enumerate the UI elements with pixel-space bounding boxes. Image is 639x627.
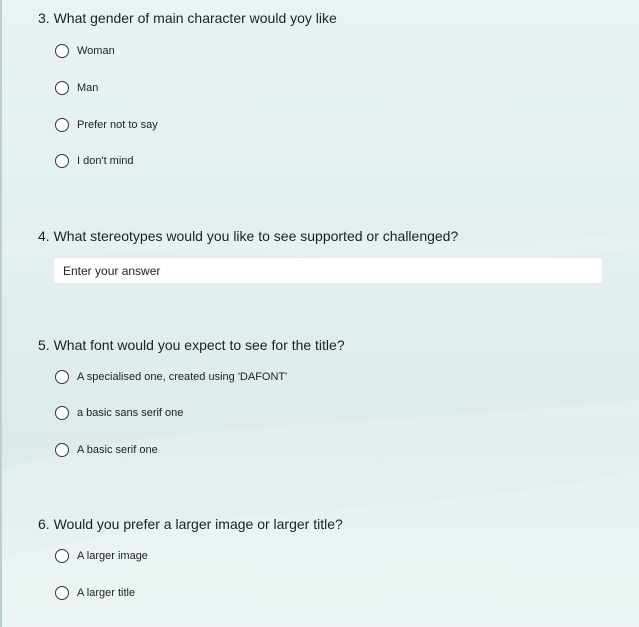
question-3-title: 3. What gender of main character would yoy like (38, 10, 337, 26)
radio-button[interactable] (55, 443, 69, 457)
option-woman[interactable] (55, 42, 115, 60)
radio-button[interactable] (55, 154, 69, 168)
radio-button[interactable] (55, 549, 69, 563)
radio-button[interactable] (55, 118, 69, 132)
option-i-dont-mind[interactable] (55, 152, 134, 170)
option-specialised-dafont[interactable] (55, 368, 287, 386)
radio-button[interactable] (55, 586, 69, 600)
question-6-title: 6. Would you prefer a larger image or larger title? (38, 516, 343, 532)
option-label: Man (77, 82, 99, 94)
left-border (0, 0, 2, 627)
option-label: a basic sans serif one (77, 407, 184, 419)
option-larger-title[interactable] (55, 584, 135, 602)
question-5-title: 5. What font would you expect to see for the title? (38, 337, 345, 353)
option-label: A larger title (77, 587, 136, 599)
option-label: Woman (77, 45, 115, 57)
option-label: Prefer not to say (77, 119, 158, 131)
radio-button[interactable] (55, 44, 69, 58)
option-label: A larger image (77, 550, 148, 562)
option-larger-image[interactable] (55, 547, 148, 565)
radio-button[interactable] (55, 81, 69, 95)
option-basic-sans-serif[interactable] (55, 404, 183, 422)
option-basic-serif[interactable] (55, 441, 158, 459)
radio-button[interactable] (55, 370, 69, 384)
option-label: A specialised one, created using 'DAFONT' (77, 371, 288, 383)
option-label: A basic serif one (77, 444, 158, 456)
radio-button[interactable] (55, 406, 69, 420)
option-label: I don't mind (77, 155, 134, 167)
option-prefer-not-to-say[interactable] (55, 116, 158, 134)
answer-input[interactable] (54, 258, 602, 283)
question-4-title: 4. What stereotypes would you like to see supported or challenged? (38, 228, 459, 244)
option-man[interactable] (55, 79, 98, 97)
